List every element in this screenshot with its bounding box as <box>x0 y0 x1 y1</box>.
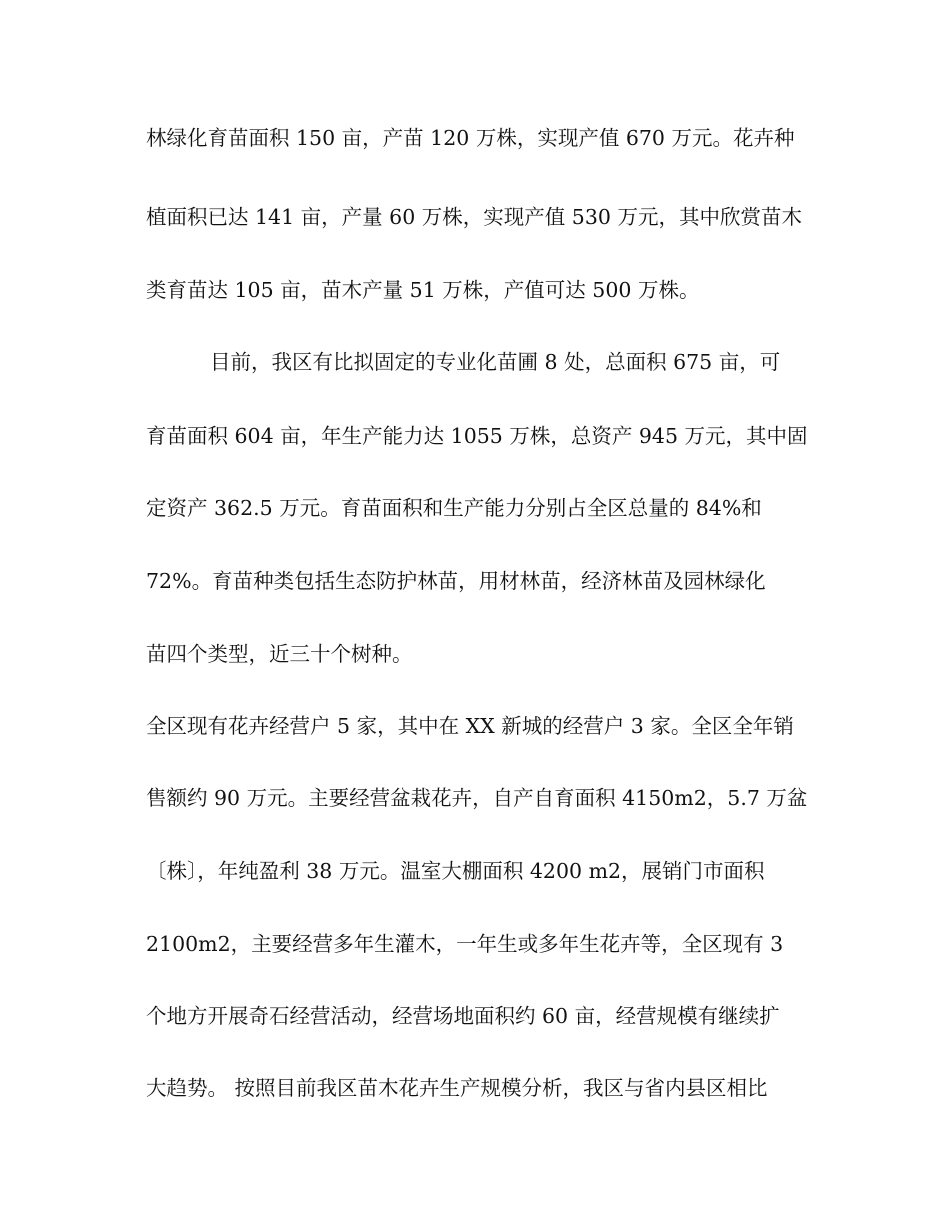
text-line: 2100m2，主要经营多年生灌木，一年生或多年生花卉等，全区现有 3 <box>146 932 784 956</box>
text-line: 苗四个类型，近三十个树种。 <box>146 642 413 666</box>
text-line: 〔株〕，年纯盈利 38 万元。温室大棚面积 4200 m2，展销门市面积 <box>146 859 765 883</box>
text-line: 72%。育苗种类包括生态防护林苗，用材林苗，经济林苗及园林绿化 <box>146 569 766 593</box>
text-line: 林绿化育苗面积 150 亩，产苗 120 万株，实现产值 670 万元。花卉种 <box>146 126 795 150</box>
text-line: 育苗面积 604 亩，年生产能力达 1055 万株，总资产 945 万元，其中固 <box>146 424 808 448</box>
paragraph-start-line: 目前，我区有比拟固定的专业化苗圃 8 处，总面积 675 亩，可 <box>210 350 781 374</box>
text-line: 售额约 90 万元。主要经营盆栽花卉，自产自育面积 4150m2，5.7 万盆 <box>146 786 808 810</box>
text-line: 大趋势。 按照目前我区苗木花卉生产规模分析，我区与省内县区相比 <box>146 1076 768 1100</box>
text-line: 植面积已达 141 亩，产量 60 万株，实现产值 530 万元，其中欣赏苗木 <box>146 205 802 229</box>
text-line: 定资产 362.5 万元。育苗面积和生产能力分别占全区总量的 84%和 <box>146 496 762 520</box>
text-line: 个地方开展奇石经营活动，经营场地面积约 60 亩，经营规模有继续扩 <box>146 1004 780 1028</box>
text-line: 类育苗达 105 亩，苗木产量 51 万株，产值可达 500 万株。 <box>146 278 700 302</box>
paragraph-start-line: 全区现有花卉经营户 5 家，其中在 XX 新城的经营户 3 家。全区全年销 <box>146 714 794 738</box>
